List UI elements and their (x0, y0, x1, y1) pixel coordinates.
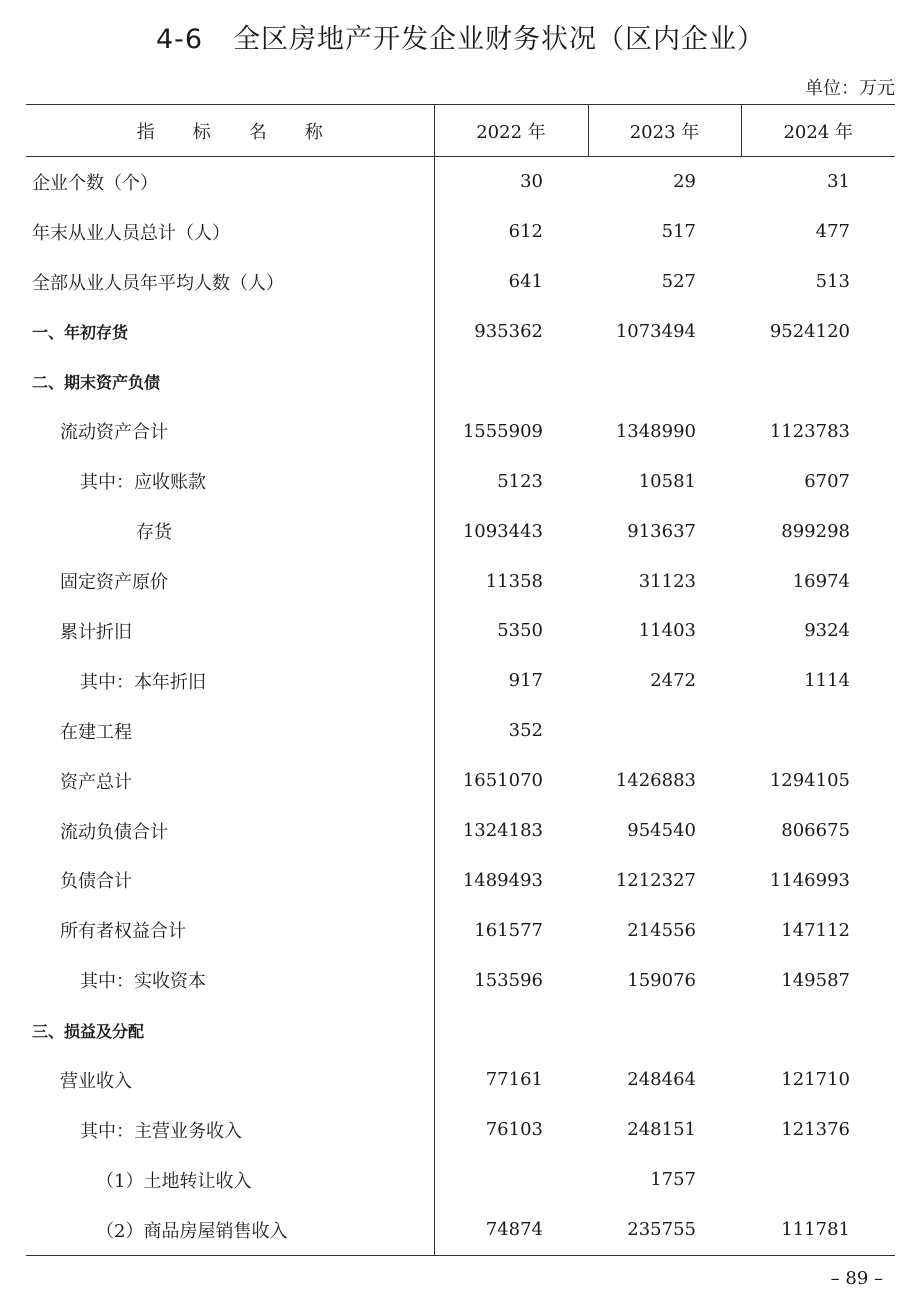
cell-2023 (588, 1005, 741, 1055)
cell-2022: 1324183 (462, 820, 543, 842)
cell-2022: 1489493 (462, 869, 543, 891)
section-label: 二、期末资产负债 (26, 357, 434, 407)
cell-2023: 248464 (627, 1069, 696, 1091)
cell-2023: 10581 (638, 470, 696, 492)
row-label: 存货 (26, 506, 434, 556)
table-row (26, 756, 895, 806)
cell-2024: 149587 (781, 969, 850, 991)
table-row (26, 1005, 895, 1055)
row-label: 累计折旧 (26, 606, 434, 656)
table-row (26, 606, 895, 656)
cell-2024: 121710 (781, 1069, 850, 1091)
row-label: （1）土地转让收入 (26, 1155, 434, 1205)
cell-2024 (741, 1155, 895, 1205)
cell-2022: 935362 (474, 321, 543, 343)
table-row (26, 855, 895, 905)
cell-2023: 29 (673, 171, 696, 193)
table-title: 全区房地产开发企业财务状况（区内企业） (233, 24, 766, 55)
row-label: 其中：应收账款 (26, 456, 434, 506)
cell-2022: 161577 (474, 919, 543, 941)
row-label: 所有者权益合计 (26, 905, 434, 955)
cell-2024: 477 (815, 221, 850, 243)
cell-2024: 16974 (792, 570, 850, 592)
table-row (26, 1055, 895, 1105)
cell-2023: 527 (661, 271, 696, 293)
cell-2024: 1114 (804, 670, 850, 692)
cell-2023: 31123 (638, 570, 696, 592)
table-row (26, 406, 895, 456)
cell-2023 (588, 706, 741, 756)
row-label: 年末从业人员总计（人） (26, 207, 434, 257)
row-label: 企业个数（个） (26, 157, 434, 207)
cell-2023: 1426883 (615, 770, 696, 792)
table-number: 4-6 (155, 24, 204, 55)
row-label: 在建工程 (26, 706, 434, 756)
cell-2022: 74874 (434, 1205, 588, 1255)
cell-2023: 1212327 (615, 869, 696, 891)
cell-2023: 1073494 (615, 321, 696, 343)
cell-2024: 6707 (804, 470, 850, 492)
cell-2022: 1555909 (462, 420, 543, 442)
cell-2024: 147112 (781, 919, 850, 941)
cell-2023: 159076 (627, 969, 696, 991)
cell-2024: 513 (815, 271, 850, 293)
cell-2024: 1123783 (769, 420, 850, 442)
header-2023: 2023 年 (588, 105, 741, 157)
header-2024: 2024 年 (741, 105, 895, 157)
cell-2024: 121376 (781, 1119, 850, 1141)
row-label: 其中：本年折旧 (26, 656, 434, 706)
table-row (26, 1105, 895, 1155)
table-row (26, 806, 895, 856)
cell-2022: 917 (508, 670, 543, 692)
cell-2023: 2472 (650, 670, 696, 692)
cell-2022: 612 (508, 221, 543, 243)
cell-2022: 77161 (485, 1069, 543, 1091)
table-row (26, 307, 895, 357)
table-row (26, 1205, 895, 1255)
cell-2024: 31 (827, 171, 850, 193)
header-2022: 2022 年 (434, 105, 588, 157)
cell-2023: 913637 (627, 520, 696, 542)
cell-2022 (434, 1155, 588, 1205)
cell-2022: 5123 (497, 470, 543, 492)
cell-2022: 76103 (485, 1119, 543, 1141)
row-label: 全部从业人员年平均人数（人） (26, 257, 434, 307)
table-row (26, 656, 895, 706)
cell-2022: 30 (520, 171, 543, 193)
header-row (26, 105, 895, 157)
cell-2024: 9524120 (769, 321, 850, 343)
cell-2023 (588, 357, 741, 407)
row-label: （2）商品房屋销售收入 (26, 1205, 434, 1255)
cell-2022: 11358 (485, 570, 543, 592)
cell-2023: 954540 (627, 820, 696, 842)
cell-2023: 11403 (638, 620, 696, 642)
cell-2022: 1093443 (462, 520, 543, 542)
cell-2023: 248151 (627, 1119, 696, 1141)
cell-2022: 352 (508, 720, 543, 742)
cell-2024: 1294105 (769, 770, 850, 792)
row-label: 营业收入 (26, 1055, 434, 1105)
table-row (26, 556, 895, 606)
cell-2024: 806675 (781, 820, 850, 842)
cell-2024 (741, 706, 895, 756)
page-number: – 89 – (830, 1268, 883, 1289)
table-row (26, 207, 895, 257)
table-row (26, 506, 895, 556)
unit-label: 单位：万元 (805, 78, 895, 99)
cell-2024 (741, 357, 895, 407)
cell-2024: 1146993 (769, 869, 850, 891)
row-label: 负债合计 (26, 855, 434, 905)
table-row (26, 905, 895, 955)
cell-2022: 5350 (497, 620, 543, 642)
cell-2022 (434, 1005, 588, 1055)
cell-2024: 9324 (804, 620, 850, 642)
table-row (26, 1155, 895, 1205)
cell-2023: 1348990 (615, 420, 696, 442)
table-row (26, 157, 895, 207)
row-label: 流动资产合计 (26, 406, 434, 456)
cell-2022 (434, 357, 588, 407)
cell-2023: 1757 (650, 1169, 696, 1191)
row-label: 固定资产原价 (26, 556, 434, 606)
cell-2024 (741, 1005, 895, 1055)
row-label: 其中：实收资本 (26, 955, 434, 1005)
table-row (26, 257, 895, 307)
cell-2023: 235755 (588, 1205, 741, 1255)
cell-2022: 1651070 (462, 770, 543, 792)
cell-2022: 641 (508, 271, 543, 293)
table-row (26, 357, 895, 407)
cell-2024: 899298 (781, 520, 850, 542)
row-label: 流动负债合计 (26, 806, 434, 856)
table-row (26, 456, 895, 506)
cell-2024: 111781 (741, 1205, 895, 1255)
cell-2023: 214556 (627, 919, 696, 941)
page-title (0, 20, 921, 60)
finance-table (26, 104, 895, 1256)
cell-2023: 517 (661, 221, 696, 243)
header-indicator: 指标名称 (26, 105, 434, 157)
section-label: 一、年初存货 (26, 307, 434, 357)
table-row (26, 706, 895, 756)
row-label: 其中：主营业务收入 (26, 1105, 434, 1155)
section-label: 三、损益及分配 (26, 1005, 434, 1055)
row-label: 资产总计 (26, 756, 434, 806)
cell-2022: 153596 (474, 969, 543, 991)
table-row (26, 955, 895, 1005)
